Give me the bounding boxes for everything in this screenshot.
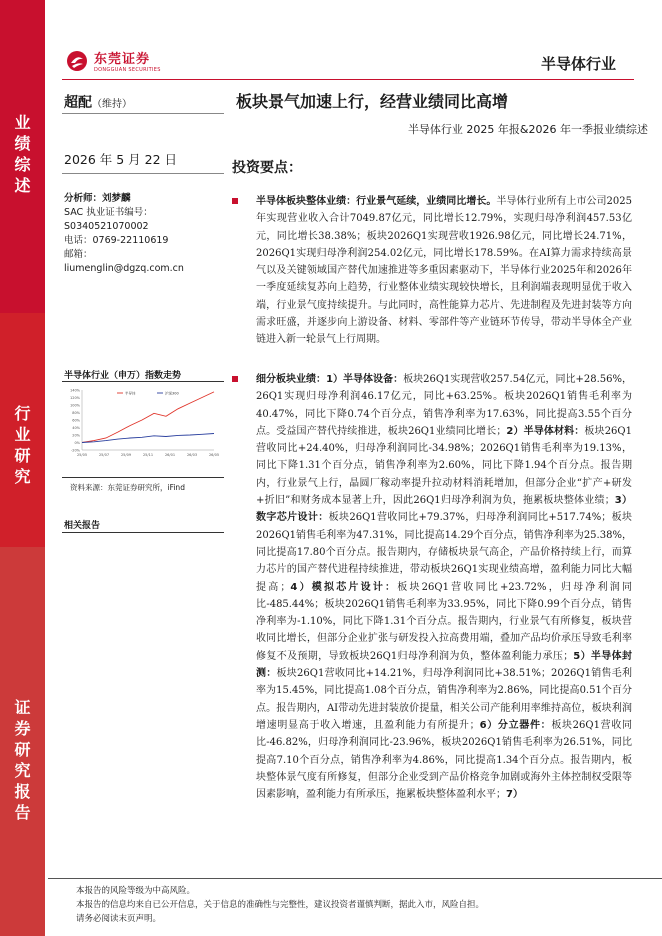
y-tick-label: 100% [69, 403, 80, 408]
segment-heading: 4）模拟芯片设计： [290, 581, 398, 593]
segment-heading: 3）数字芯片设计： [256, 495, 632, 524]
segment-text: 板块26Q1营收同比+14.21%，归母净利润同比+38.51%；2026Q1销售毛利率为15.45%，同比提高1.08个百分点，销售净利率为2.86%，同比提高0.51个百分点。报告期内，AI带动先进封装放价提量，相关公司产能利用率维持高位，板块利润增速明显高于收入增速，且盈利能力有所提升； [256, 668, 633, 731]
report-date: 2026 年 5 月 22 日 [64, 152, 178, 167]
x-tick-label: 26/03 [186, 453, 198, 457]
paragraph-segments [232, 371, 632, 803]
segment-text: 板块26Q1营收同比+79.37%，归母净利润同比+517.74%；板块2026Q1销售毛利率为47.31%，同比提高14.29个百分点，销售净利率为25.38%，同比提高17.80个百分点。报告期内，存储板块景气高企，产品价格持续上行，而算力芯片的国产替代进程持续推进，带动板块26Q1实现业绩高增，盈利能力同比大幅提高； [256, 512, 633, 593]
rating-value: 超配 [64, 95, 92, 111]
footer-divider [48, 878, 662, 879]
segment-heading: 2）半导体材料： [506, 425, 585, 437]
sidebar-char: 行 [14, 404, 31, 423]
divider [62, 113, 224, 114]
legend-label: 沪深300 [165, 391, 179, 396]
divider [62, 173, 224, 174]
left-sidebar [0, 0, 45, 936]
para-text: 半导体行业所有上市公司2025年实现营业收入合计7049.87亿元，同比增长12.79%，实现归母净利润457.53亿元，同比增长38.38%；板块2026Q1实现营收1926.98亿元，同比增长24.71%，2026Q1实现归母净利润254.02亿元，同比增长178.59%。在AI算力需求持续高景气以及关键领域国产替代加速推进等多重因素驱动下，半导体行业2025年和2026年一季度延续复苏向上趋势，行业整体业绩实现较快增长，且利润端表现明显优于收入端，行业景气度持续提升。与此同时，高性能算力芯片、先进制程及先进封装等方向需求旺盛，并逐步向上游设备、材料、零部件等产业链环节传导，带动半导体全产业链进入新一轮景气上行周期。 [256, 196, 632, 346]
chart-source: 资料来源：东莞证券研究所，iFind [70, 483, 185, 492]
y-tick-label: -20% [70, 448, 80, 453]
x-tick-label: 25/11 [142, 453, 154, 457]
related-reports-title: 相关报告 [64, 521, 101, 531]
segment-text: 板块26Q1营收同比+23.72%，归母净利润同比-485.44%；板块2026Q1销售毛利率为33.95%，同比下降0.99个百分点，销售净利率为-1.10%，同比下降1.31个百分点。报告期内，行业景气有所修复，板块营收同比增长，但部分企业扩张与研发投入拉高费用端，叠加产品均价承压导致毛利率修复不及预期，导致板块26Q1归母净利润为负，整体盈利能力承压； [256, 581, 632, 662]
legend-label: 半导体 [125, 391, 136, 396]
segment-heading: 7） [506, 789, 523, 801]
x-tick-label: 26/05 [208, 453, 220, 457]
sidebar-char: 究 [14, 467, 31, 486]
segment-heading: 5）半导体封测： [256, 650, 632, 680]
segment-heading: 6）分立器件： [479, 719, 552, 731]
logo-icon [66, 50, 88, 72]
rating [64, 92, 132, 112]
cert-label: SAC 执业证书编号： [64, 207, 153, 218]
sidebar-section-report [0, 547, 45, 936]
email-label: 邮箱： [64, 249, 93, 260]
cert-number: S0340521070002 [64, 221, 149, 232]
company-logo [66, 48, 161, 73]
para-heading: 细分板块业绩： [256, 374, 327, 385]
sidebar-char: 证 [14, 698, 31, 717]
footer [76, 884, 484, 926]
sidebar-char: 绩 [14, 134, 31, 153]
y-tick-label: 80% [72, 411, 80, 415]
sidebar-char: 究 [14, 761, 31, 780]
disclaimer: 本报告的信息均来自已公开信息，关于信息的准确性与完整性，建议投资者谨慎判断，据此入市，风险自担。 [76, 900, 485, 910]
key-points-title: 投资要点： [232, 160, 302, 176]
sidebar-section-industry [0, 313, 45, 547]
series-line-1 [82, 434, 214, 443]
segment-text: 板块26Q1实现营收257.54亿元，同比+28.56%，26Q1实现归母净利润46.17亿元，同比+63.25%。板块2026Q1销售毛利率为40.47%，同比下降0.74个百分点，销售净利率为17.63%，同比提高3.55个百分点。受益国产替代持续推进，板块26Q1业绩同比增长； [256, 374, 632, 437]
sidebar-char: 研 [14, 740, 31, 759]
paragraph-overall [232, 193, 632, 349]
divider [62, 477, 224, 478]
y-tick-label: 20% [72, 433, 80, 438]
x-tick-label: 25/09 [120, 453, 132, 457]
analyst-phone: 电话：0769-22110619 [64, 235, 169, 246]
segment-text: 板块26Q1营收同比+24.40%，归母净利润同比-34.98%；2026Q1销售毛利率为19.13%，同比下降1.31个百分点，销售净利率为2.60%，同比下降1.94个百分点。报告期内，行业景气上行，晶圆厂稼动率提升拉动材料消耗增加，但部分企业“扩产+研发+折旧”和财务成本显著上升，因此26Q1归母净利润为负，拖累板块整体业绩； [256, 425, 632, 507]
rating-note: （维持） [92, 99, 132, 110]
y-tick-label: 140% [69, 388, 80, 393]
report-subhead: 半导体行业 2025 年报&2026 年一季报业绩综述 [407, 123, 648, 136]
x-tick-label: 25/07 [98, 453, 110, 457]
chart-svg [62, 382, 224, 462]
y-tick-label: 60% [72, 418, 80, 423]
para-heading: 半导体板块整体业绩：行业景气延续，业绩同比增长。 [256, 196, 497, 207]
index-chart [62, 382, 224, 462]
sidebar-section-summary [0, 0, 45, 313]
segment-heading: 1）半导体设备： [326, 374, 404, 385]
header-divider [62, 79, 634, 80]
sidebar-char: 综 [14, 155, 31, 174]
sidebar-char: 业 [14, 425, 31, 444]
x-tick-label: 25/05 [76, 453, 88, 457]
analyst-email[interactable]: liumenglin@dgzq.com.cn [64, 263, 184, 274]
sidebar-char: 券 [14, 719, 31, 738]
sidebar-char: 报 [14, 782, 31, 801]
y-tick-label: 0% [74, 441, 80, 445]
sidebar-char: 告 [14, 803, 31, 822]
sidebar-char: 述 [14, 176, 31, 195]
divider [62, 532, 224, 533]
risk-level: 本报告的风险等级为中高风险。 [76, 886, 196, 896]
industry-title: 半导体行业 [540, 55, 616, 73]
x-tick-label: 26/01 [164, 453, 176, 457]
analyst-label: 分析师： [64, 193, 103, 204]
analyst-info [64, 192, 184, 276]
sidebar-char: 研 [14, 446, 31, 465]
y-tick-label: 40% [72, 426, 80, 430]
analyst-name: 刘梦麟 [102, 193, 131, 204]
read-notice: 请务必阅读末页声明。 [76, 914, 162, 924]
segment-text: 板块26Q1营收同比-46.82%，归母净利润同比-23.96%，板块2026Q1销售毛利率为26.51%，同比提高7.10个百分点，销售净利率为4.86%，同比提高1.34个百分点。报告期内，板块整体景气度有所修复，但部分企业受到产品价格竞争加剧或海外主体控制权受限等因素影响，盈利能力有所承压，拖累板块整体盈利水平； [256, 719, 632, 801]
logo-name-en: DONGGUAN SECURITIES [94, 67, 161, 73]
logo-name-cn: 东莞证券 [94, 52, 151, 67]
sidebar-char: 业 [14, 113, 31, 132]
report-headline: 板块景气加速上行，经营业绩同比高增 [236, 92, 509, 111]
chart-title: 半导体行业（申万）指数走势 [64, 371, 182, 381]
y-tick-label: 120% [69, 396, 80, 400]
